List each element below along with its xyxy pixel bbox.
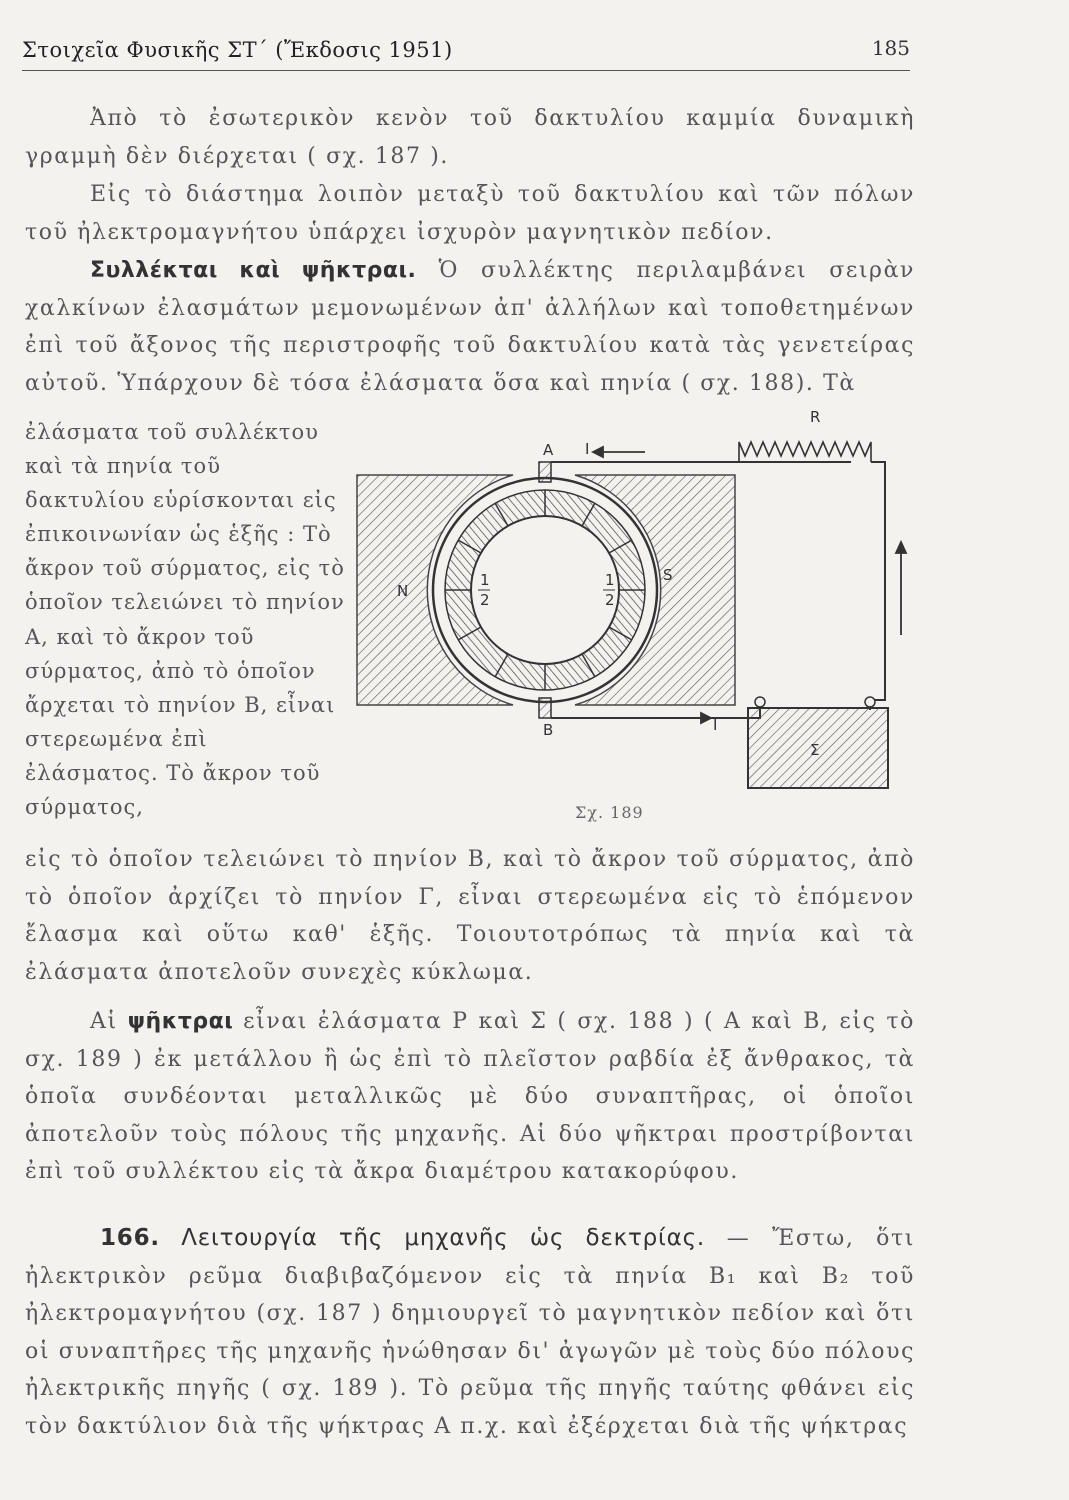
term-brushes: ψῆκτραι — [127, 1009, 234, 1034]
label-i-bottom: I — [713, 716, 718, 734]
page-number: 185 — [871, 36, 910, 60]
label-b: B — [543, 721, 554, 739]
label-sigma: Σ — [810, 741, 820, 759]
label-r: R — [810, 408, 821, 426]
section-heading — [100, 1225, 705, 1251]
label-half-right-num: 1 — [605, 571, 615, 589]
figure-189-dynamo-diagram — [355, 400, 915, 800]
figure-caption: Σχ. 189 — [575, 803, 644, 822]
term-collectors-brushes: Συλλέκται καὶ ψῆκτραι. — [90, 258, 417, 283]
section-166 — [25, 1220, 915, 1445]
brushes-text: εἶναι ἐλάσματα Ρ καὶ Σ ( σχ. 188 ) ( Α καὶ Β, εἰς τὸ σχ. 189 ) ἐκ μετάλλου ἢ ὡς ἐπὶ τὸ πλεῖστον ραβδία ἐξ ἄνθρακος, τὰ ὁποῖα συνδέονται μεταλλικῶς μὲ δύο συναπτῆρας, οἱ ὁποῖοι ἀποτελοῦν τοὺς πόλους τῆς μηχανῆς. Αἱ δύο ψῆκτραι προστρίβονται ἐπὶ τοῦ συλλέκτου εἰς τὰ ἄκρα διαμέτρου κατακορύφου. — [25, 1009, 916, 1184]
running-header — [22, 34, 910, 71]
paragraph-1: Ἀπὸ τὸ ἐσωτερικὸν κενὸν τοῦ δακτυλίου καμμία δυναμικὴ γραμμὴ δὲν διέρχεται ( σχ. 187 ). — [25, 106, 915, 169]
paragraph-collectors-side: ἐλάσματα τοῦ συλλέκτου καὶ τὰ πηνία τοῦ δακτυλίου εὑρίσκονται εἰς ἐπικοινωνίαν ὡς ἑξῆς : Τὸ ἄκρον τοῦ σύρματος, εἰς τὸ ὁποῖον τελειώνει τὸ πηνίον Α, καὶ τὸ ἄκρον τοῦ σύρματος, ἀπὸ τὸ ὁποῖον ἄρχεται τὸ πηνίον Β, εἶναι στερεωμένα ἐπὶ ἐλάσματος. Τὸ ἄκρον τοῦ σύρματος, — [25, 420, 345, 820]
resistor-r — [739, 442, 871, 462]
collectors-text: Ὁ συλλέκτης περιλαμβάνει σειρὰν χαλκίνων ἐλασμάτων μεμονωμένων ἀπ' ἀλλήλων καὶ τοποθετημένων ἐπὶ τοῦ ἄξονος τῆς περιστροφῆς τοῦ δακτυλίου κατὰ τὰς γενετείρας αὐτοῦ. Ὑπάρχουν δὲ τόσα ἐλάσματα ὅσα καὶ πηνία ( σχ. 188). Τὰ — [25, 258, 916, 396]
header-title: Στοιχεῖα Φυσικῆς ΣΤ΄ (Ἔκδοσις 1951) — [22, 38, 453, 62]
paragraph-2: Εἰς τὸ διάστημα λοιπὸν μεταξὺ τοῦ δακτυλίου καὶ τῶν πόλων τοῦ ἠλεκτρομαγνήτου ὑπάρχει ἰσχυρὸν μαγνητικὸν πεδίον. — [25, 182, 915, 245]
label-i-top: I — [585, 440, 590, 458]
label-half-right-den: 2 — [605, 591, 615, 609]
armature-ring — [433, 478, 657, 702]
paragraph-collectors-continued: εἰς τὸ ὁποῖον τελειώνει τὸ πηνίον Β, καὶ τὸ ἄκρον τοῦ σύρματος, ἀπὸ τὸ ὁποῖον ἀρχίζει τὸ πηνίον Γ, εἶναι στερεωμένα εἰς τὸ ἑπόμενον ἔλασμα καὶ οὕτω καθ' ἑξῆς. Τοιουτοτρόπως τὰ πηνία καὶ τὰ ἐλάσματα ἀποτελοῦν συνεχὲς κύκλωμα. — [25, 847, 915, 985]
paragraph-brushes — [25, 1003, 915, 1191]
section-title: Λειτουργία τῆς μηχανῆς ὡς δεκτρίας. — [181, 1225, 705, 1251]
brush-b — [539, 698, 551, 718]
label-n: N — [397, 582, 409, 600]
brush-a — [539, 462, 551, 482]
label-a: A — [543, 441, 554, 459]
section-text: — Ἔστω, ὅτι ἠλεκτρικὸν ρεῦμα διαβιβαζόμενον εἰς τὰ πηνία Β₁ καὶ Β₂ τοῦ ἠλεκτρομαγνήτου (σχ. 187 ) δημιουργεῖ τὸ μαγνητικὸν πεδίον καὶ ὅτι οἱ συναπτῆρες τῆς μηχανῆς ἡνώθησαν δι' ἀγωγῶν μὲ τοὺς δύο πόλους ἠλεκτρικῆς πηγῆς ( σχ. 189 ). Τὸ ρεῦμα τῆς πηγῆς ταύτης φθάνει εἰς τὸν δακτύλιον διὰ τῆς ψήκτρας Α π.χ. καὶ ἐξέρχεται διὰ τῆς ψήκτρας — [25, 1226, 916, 1439]
section-number: 166. — [100, 1225, 160, 1251]
paragraph-collectors — [25, 252, 915, 402]
brushes-lead: Αἱ — [90, 1009, 118, 1034]
label-half-left-num: 1 — [480, 571, 490, 589]
label-half-left-den: 2 — [480, 591, 490, 609]
label-s: S — [663, 566, 673, 584]
